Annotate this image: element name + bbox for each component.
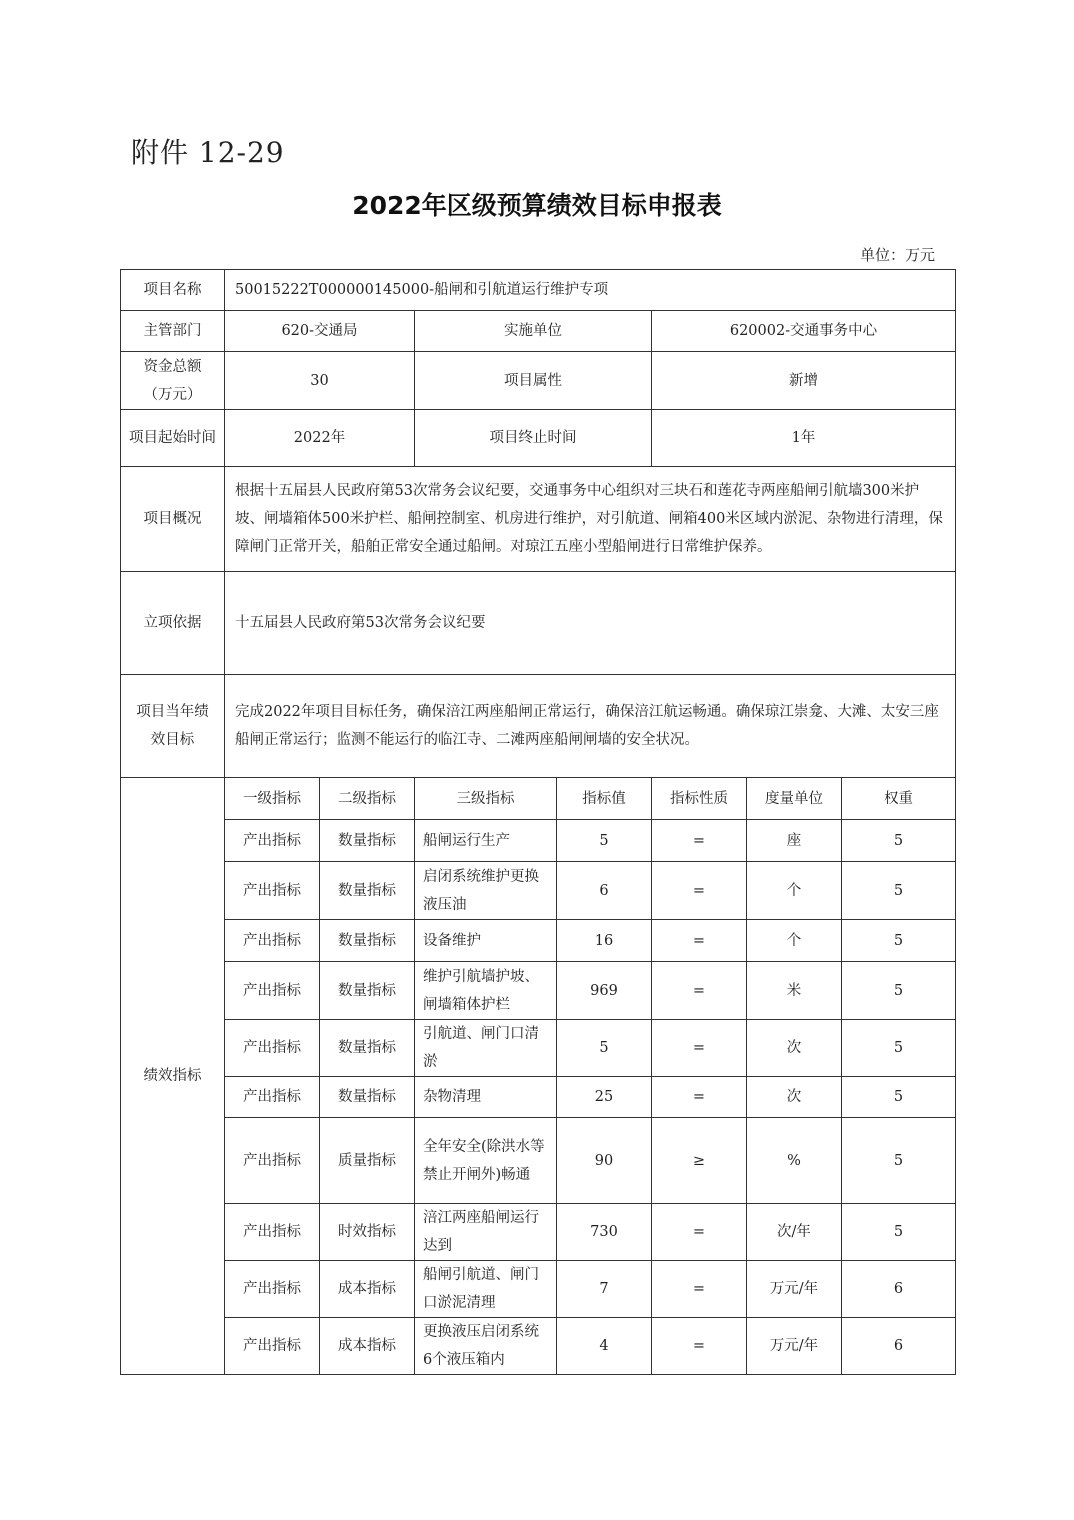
indicator-l1: 产出指标	[225, 1077, 320, 1118]
indicator-l3: 维护引航墙护坡、闸墙箱体护栏	[415, 962, 557, 1020]
indicator-header-row	[121, 778, 956, 820]
indicator-unit: 米	[747, 962, 842, 1020]
indicator-row	[121, 1261, 956, 1318]
indicator-value: 16	[557, 920, 652, 962]
row-time	[121, 410, 956, 467]
indicators-section-label: 绩效指标	[121, 778, 225, 1375]
indicator-row	[121, 1020, 956, 1077]
indicator-unit: %	[747, 1118, 842, 1204]
indicator-weight: 6	[842, 1261, 956, 1318]
header-value: 指标值	[557, 778, 652, 820]
indicator-weight: 5	[842, 962, 956, 1020]
header-weight: 权重	[842, 778, 956, 820]
indicator-l2: 成本指标	[320, 1318, 415, 1375]
header-l2: 二级指标	[320, 778, 415, 820]
indicator-value: 25	[557, 1077, 652, 1118]
header-nature: 指标性质	[652, 778, 747, 820]
indicator-row	[121, 862, 956, 920]
indicator-value: 7	[557, 1261, 652, 1318]
indicator-row	[121, 1204, 956, 1261]
header-l1: 一级指标	[225, 778, 320, 820]
fund-label: 资金总额（万元）	[121, 352, 225, 410]
indicator-weight: 5	[842, 1204, 956, 1261]
dept-label: 主管部门	[121, 311, 225, 352]
indicator-l1: 产出指标	[225, 820, 320, 862]
indicator-value: 4	[557, 1318, 652, 1375]
indicator-weight: 5	[842, 920, 956, 962]
unit-label: 单位：万元	[860, 246, 936, 264]
impl-label: 实施单位	[415, 311, 652, 352]
indicator-l3: 更换液压启闭系统6个液压箱内	[415, 1318, 557, 1375]
indicator-weight: 6	[842, 1318, 956, 1375]
indicator-l2: 成本指标	[320, 1261, 415, 1318]
indicator-unit: 次	[747, 1077, 842, 1118]
indicator-l2: 数量指标	[320, 820, 415, 862]
indicator-l1: 产出指标	[225, 1020, 320, 1077]
indicator-l2: 数量指标	[320, 1077, 415, 1118]
indicator-nature: ≥	[652, 1118, 747, 1204]
indicator-nature: =	[652, 1204, 747, 1261]
row-fund	[121, 352, 956, 410]
project-name-value: 50015222T000000145000-船闸和引航道运行维护专项	[225, 270, 956, 311]
goal-value: 完成2022年项目目标任务，确保涪江两座船闸正常运行，确保涪江航运畅通。确保琼江崇龛、大滩、太安三座船闸正常运行；监测不能运行的临江寺、二滩两座船闸闸墙的安全状况。	[225, 675, 956, 778]
indicator-unit: 个	[747, 862, 842, 920]
indicator-weight: 5	[842, 862, 956, 920]
indicator-nature: =	[652, 862, 747, 920]
indicator-weight: 5	[842, 1020, 956, 1077]
page-title: 2022年区级预算绩效目标申报表	[352, 191, 722, 220]
indicator-weight: 5	[842, 1077, 956, 1118]
end-value: 1年	[652, 410, 956, 467]
indicator-nature: =	[652, 1318, 747, 1375]
start-value: 2022年	[225, 410, 415, 467]
indicator-l2: 质量指标	[320, 1118, 415, 1204]
dept-value: 620-交通局	[225, 311, 415, 352]
indicator-l1: 产出指标	[225, 1318, 320, 1375]
row-goal	[121, 675, 956, 778]
row-basis	[121, 572, 956, 675]
indicator-unit: 万元/年	[747, 1318, 842, 1375]
row-project-name	[121, 270, 956, 311]
indicator-l1: 产出指标	[225, 1204, 320, 1261]
indicator-l3: 设备维护	[415, 920, 557, 962]
attr-label: 项目属性	[415, 352, 652, 410]
indicator-row	[121, 1318, 956, 1375]
header-l3: 三级指标	[415, 778, 557, 820]
indicator-row	[121, 962, 956, 1020]
indicator-nature: =	[652, 1020, 747, 1077]
indicator-nature: =	[652, 962, 747, 1020]
attr-value: 新增	[652, 352, 956, 410]
indicator-l1: 产出指标	[225, 862, 320, 920]
overview-value: 根据十五届县人民政府第53次常务会议纪要，交通事务中心组织对三块石和莲花寺两座船闸引航墙300米护坡、闸墙箱体500米护栏、船闸控制室、机房进行维护，对引航道、闸箱400米区域内淤泥、杂物进行清理，保障闸门正常开关，船舶正常安全通过船闸。对琼江五座小型船闸进行日常维护保养。	[225, 467, 956, 572]
goal-label: 项目当年绩效目标	[121, 675, 225, 778]
indicator-unit: 万元/年	[747, 1261, 842, 1318]
row-overview	[121, 467, 956, 572]
indicator-value: 90	[557, 1118, 652, 1204]
indicator-nature: =	[652, 1261, 747, 1318]
indicator-unit: 次/年	[747, 1204, 842, 1261]
end-label: 项目终止时间	[415, 410, 652, 467]
indicator-nature: =	[652, 1077, 747, 1118]
indicator-weight: 5	[842, 820, 956, 862]
indicator-l1: 产出指标	[225, 962, 320, 1020]
indicator-value: 730	[557, 1204, 652, 1261]
attachment-label: 附件 12-29	[131, 136, 285, 169]
project-name-label: 项目名称	[121, 270, 225, 311]
indicator-unit: 座	[747, 820, 842, 862]
indicator-row	[121, 820, 956, 862]
row-department	[121, 311, 956, 352]
indicator-l3: 引航道、闸门口清淤	[415, 1020, 557, 1077]
indicator-value: 5	[557, 1020, 652, 1077]
indicator-l2: 时效指标	[320, 1204, 415, 1261]
indicator-value: 969	[557, 962, 652, 1020]
indicator-l1: 产出指标	[225, 1118, 320, 1204]
start-label: 项目起始时间	[121, 410, 225, 467]
indicator-unit: 个	[747, 920, 842, 962]
basis-label: 立项依据	[121, 572, 225, 675]
header-unit: 度量单位	[747, 778, 842, 820]
indicator-value: 5	[557, 820, 652, 862]
indicator-l1: 产出指标	[225, 920, 320, 962]
indicator-l3: 全年安全(除洪水等禁止开闸外)畅通	[415, 1118, 557, 1204]
indicator-weight: 5	[842, 1118, 956, 1204]
indicator-nature: =	[652, 920, 747, 962]
budget-table	[120, 269, 956, 1375]
indicator-value: 6	[557, 862, 652, 920]
fund-value: 30	[225, 352, 415, 410]
overview-label: 项目概况	[121, 467, 225, 572]
indicator-l2: 数量指标	[320, 962, 415, 1020]
indicator-l3: 涪江两座船闸运行达到	[415, 1204, 557, 1261]
indicator-l1: 产出指标	[225, 1261, 320, 1318]
impl-value: 620002-交通事务中心	[652, 311, 956, 352]
indicator-unit: 次	[747, 1020, 842, 1077]
indicator-l2: 数量指标	[320, 1020, 415, 1077]
indicator-l2: 数量指标	[320, 862, 415, 920]
indicator-l3: 杂物清理	[415, 1077, 557, 1118]
basis-value: 十五届县人民政府第53次常务会议纪要	[225, 572, 956, 675]
indicator-row	[121, 1118, 956, 1204]
indicator-l3: 启闭系统维护更换液压油	[415, 862, 557, 920]
indicator-l3: 船闸引航道、闸门口淤泥清理	[415, 1261, 557, 1318]
indicator-row	[121, 1077, 956, 1118]
indicator-nature: =	[652, 820, 747, 862]
indicator-l3: 船闸运行生产	[415, 820, 557, 862]
indicator-row	[121, 920, 956, 962]
indicator-l2: 数量指标	[320, 920, 415, 962]
